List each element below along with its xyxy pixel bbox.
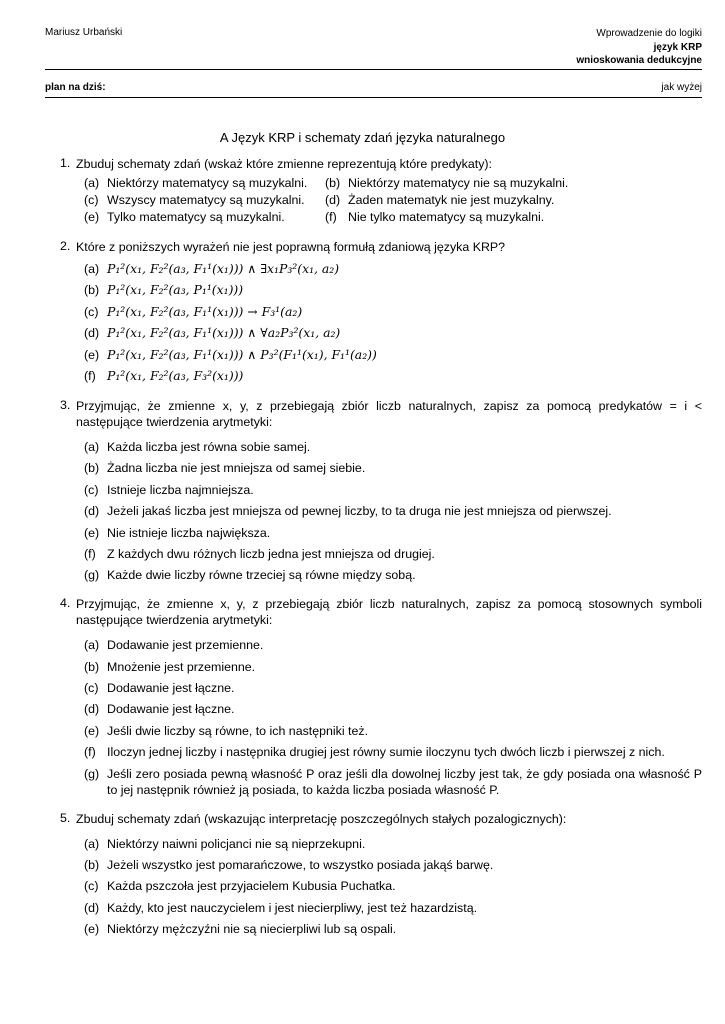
- item-label: (b): [84, 659, 100, 674]
- list-item: [84, 857, 702, 873]
- task-items: [76, 261, 702, 384]
- item-text: Dodawanie jest przemienne.: [107, 638, 264, 653]
- item-text: Każdy, kto jest nauczycielem i jest niecierpliwy, jest też hazardzistą.: [107, 900, 478, 915]
- item-label: (a): [84, 262, 100, 276]
- task-2: [60, 239, 702, 384]
- list-item: [325, 209, 585, 225]
- task-items: [76, 836, 702, 938]
- item-text: Dodawanie jest łączne.: [107, 702, 235, 717]
- item-label: (g): [84, 568, 100, 583]
- item-text: Jeżeli wszystko jest pomarańczowe, to wszystko posiada jakąś barwę.: [107, 858, 494, 873]
- item-label: (c): [84, 482, 99, 497]
- task-3: [60, 398, 702, 583]
- list-item: [84, 209, 325, 225]
- header-rule-bottom: [45, 97, 702, 98]
- item-label: (c): [84, 879, 99, 894]
- item-label: (c): [84, 681, 99, 696]
- item-text: Jeśli zero posiada pewną własność P oraz jeśli dla dowolnej liczby jest tak, że gdy posiada ona własność P to jej następnik również ją posiada, to każda liczba posiada własność P.: [107, 766, 702, 797]
- item-label: (d): [325, 193, 341, 207]
- task-number: 2.: [60, 239, 71, 253]
- list-item: [84, 546, 702, 562]
- list-item: [84, 744, 702, 760]
- item-label: (e): [84, 922, 100, 937]
- formula-item: [84, 261, 702, 277]
- task-number: 3.: [60, 397, 71, 412]
- item-label: (d): [84, 504, 100, 519]
- item-text: Żadna liczba nie jest mniejsza od samej siebie.: [107, 461, 366, 476]
- formula-item: [84, 347, 702, 363]
- item-text: Istnieje liczba najmniejsza.: [107, 482, 254, 497]
- course-header: [576, 27, 702, 68]
- item-label: (f): [84, 368, 96, 383]
- item-label: (d): [84, 900, 100, 915]
- item-label: (a): [84, 638, 100, 653]
- task-items: [76, 175, 702, 225]
- list-item: [84, 482, 702, 498]
- item-text: Mnożenie jest przemienne.: [107, 659, 256, 674]
- formula-item: [84, 368, 702, 384]
- item-text: Każda liczba jest równa sobie samej.: [107, 439, 311, 454]
- header-rule-top: [45, 69, 702, 70]
- item-text: Żaden matematyk nie jest muzykalny.: [348, 193, 555, 207]
- item-text: Nie istnieje liczba największa.: [107, 525, 271, 540]
- task-items: [76, 439, 702, 583]
- item-text: Nie tylko matematycy są muzykalni.: [348, 210, 545, 224]
- formula-item: [84, 304, 702, 320]
- topic-krp: język KRP: [653, 41, 702, 53]
- topic-deduction: wnioskowania dedukcyjne: [576, 55, 702, 66]
- item-label: (d): [84, 702, 100, 717]
- list-item: [325, 175, 585, 191]
- author-name: Mariusz Urbański: [45, 27, 123, 38]
- item-label: (e): [84, 347, 100, 362]
- list-item: [84, 701, 702, 717]
- item-label: (d): [84, 326, 100, 341]
- item-text: Z każdych dwu różnych liczb jedna jest mniejsza od drugiej.: [107, 546, 435, 561]
- item-label: (c): [84, 193, 99, 207]
- item-label: (e): [84, 525, 100, 540]
- item-label: (g): [84, 766, 100, 781]
- plan-label: plan na dziś:: [45, 82, 106, 93]
- list-item: [84, 878, 702, 894]
- item-label: (a): [84, 176, 100, 190]
- item-label: (a): [84, 836, 100, 851]
- item-label: (b): [84, 858, 100, 873]
- task-4: [60, 596, 702, 797]
- item-text: Dodawanie jest łączne.: [107, 681, 235, 696]
- list-item: [84, 921, 702, 937]
- list-item: [84, 460, 702, 476]
- item-text: Iloczyn jednej liczby i następnika drugiej jest równy sumie iloczynu tych dwóch liczb i pierwszej z nich.: [107, 745, 665, 760]
- formula: P₁²(x₁, F₂²(a₃, F₁¹(x₁))) ∧ ∀a₂P₃²(x₁, a₂): [107, 325, 341, 341]
- formula-item: [84, 282, 702, 298]
- item-text: Niektórzy mężczyźni nie są niecierpliwi lub są ospali.: [107, 922, 397, 937]
- item-text: Każda pszczoła jest przyjacielem Kubusia Puchatka.: [107, 879, 396, 894]
- formula: P₁²(x₁, F₂²(a₃, F₁¹(x₁))) ∧ P₃²(F₁¹(x₁), F₁¹(a₂)): [107, 346, 377, 362]
- item-text: Każde dwie liczby równe trzeciej są równe między sobą.: [107, 568, 416, 583]
- section-title: A Język KRP i schematy zdań języka naturalnego: [219, 130, 506, 145]
- item-label: (e): [84, 723, 100, 738]
- item-label: (b): [325, 176, 341, 190]
- formula: P₁²(x₁, F₂²(a₃, P₁¹(x₁))): [107, 282, 244, 298]
- list-item: [84, 439, 702, 455]
- task-prompt: Przyjmując, że zmienne x, y, z przebiegają zbiór liczb naturalnych, zapisz za pomocą stosownych symboli następujące twierdzenia arytmetyki:: [76, 597, 702, 628]
- list-item: [84, 525, 702, 541]
- item-label: (c): [84, 304, 99, 319]
- task-prompt: Które z poniższych wyrażeń nie jest poprawną formułą zdaniową języka KRP?: [76, 240, 506, 254]
- task-prompt: Zbuduj schematy zdań (wskaż które zmienne reprezentują które predykaty):: [76, 157, 492, 171]
- task-number: 5.: [60, 810, 71, 825]
- item-text: Niektórzy matematycy nie są muzykalni.: [348, 176, 569, 190]
- item-text: Niektórzy naiwni policjanci nie są nieprzekupni.: [107, 836, 366, 851]
- item-label: (e): [84, 210, 100, 224]
- list-item: [84, 900, 702, 916]
- formula-item: [84, 325, 702, 341]
- task-items: [76, 637, 702, 797]
- item-text: Wszyscy matematycy są muzykalni.: [107, 193, 305, 207]
- item-label: (b): [84, 461, 100, 476]
- item-text: Jeżeli jakaś liczba jest mniejsza od pewnej liczby, to ta druga nie jest mniejsza od pierwszej.: [107, 504, 612, 519]
- formula: P₁²(x₁, F₂²(a₃, F₁¹(x₁))) ∧ ∃x₁P₃²(x₁, a₂): [107, 261, 340, 276]
- list-item: [84, 766, 702, 798]
- task-prompt: Zbuduj schematy zdań (wskazując interpretację poszczególnych stałych pozalogicznych):: [76, 811, 567, 826]
- list-item: [84, 192, 325, 208]
- list-item: [325, 192, 585, 208]
- list-item: [84, 836, 702, 852]
- list-item: [84, 175, 325, 191]
- plan-value: jak wyżej: [661, 82, 702, 93]
- item-text: Jeśli dwie liczby są równe, to ich następniki też.: [107, 723, 369, 738]
- task-number: 1.: [60, 156, 71, 170]
- course-title: Wprowadzenie do logiki: [596, 28, 702, 39]
- task-1: [60, 156, 702, 225]
- item-text: Tylko matematycy są muzykalni.: [107, 210, 285, 224]
- item-label: (a): [84, 439, 100, 454]
- list-item: [84, 680, 702, 696]
- task-5: [60, 811, 702, 938]
- task-prompt: Przyjmując, że zmienne x, y, z przebiegają zbiór liczb naturalnych, zapisz za pomocą predykatów = i < następujące twierdzenia arytmetyki:: [76, 398, 702, 429]
- list-item: [84, 637, 702, 653]
- item-label: (b): [84, 283, 100, 298]
- item-label: (f): [325, 210, 337, 224]
- task-number: 4.: [60, 596, 71, 611]
- formula: P₁²(x₁, F₂²(a₃, F₁¹(x₁))) → F₃¹(a₂): [107, 303, 303, 319]
- list-item: [84, 503, 702, 519]
- item-label: (f): [84, 546, 96, 561]
- list-item: [84, 659, 702, 675]
- item-text: Niektórzy matematycy są muzykalni.: [107, 176, 308, 190]
- formula: P₁²(x₁, F₂²(a₃, F₃²(x₁))): [107, 367, 244, 383]
- list-item: [84, 723, 702, 739]
- item-label: (f): [84, 745, 96, 760]
- task-list: [60, 156, 702, 937]
- list-item: [84, 567, 702, 583]
